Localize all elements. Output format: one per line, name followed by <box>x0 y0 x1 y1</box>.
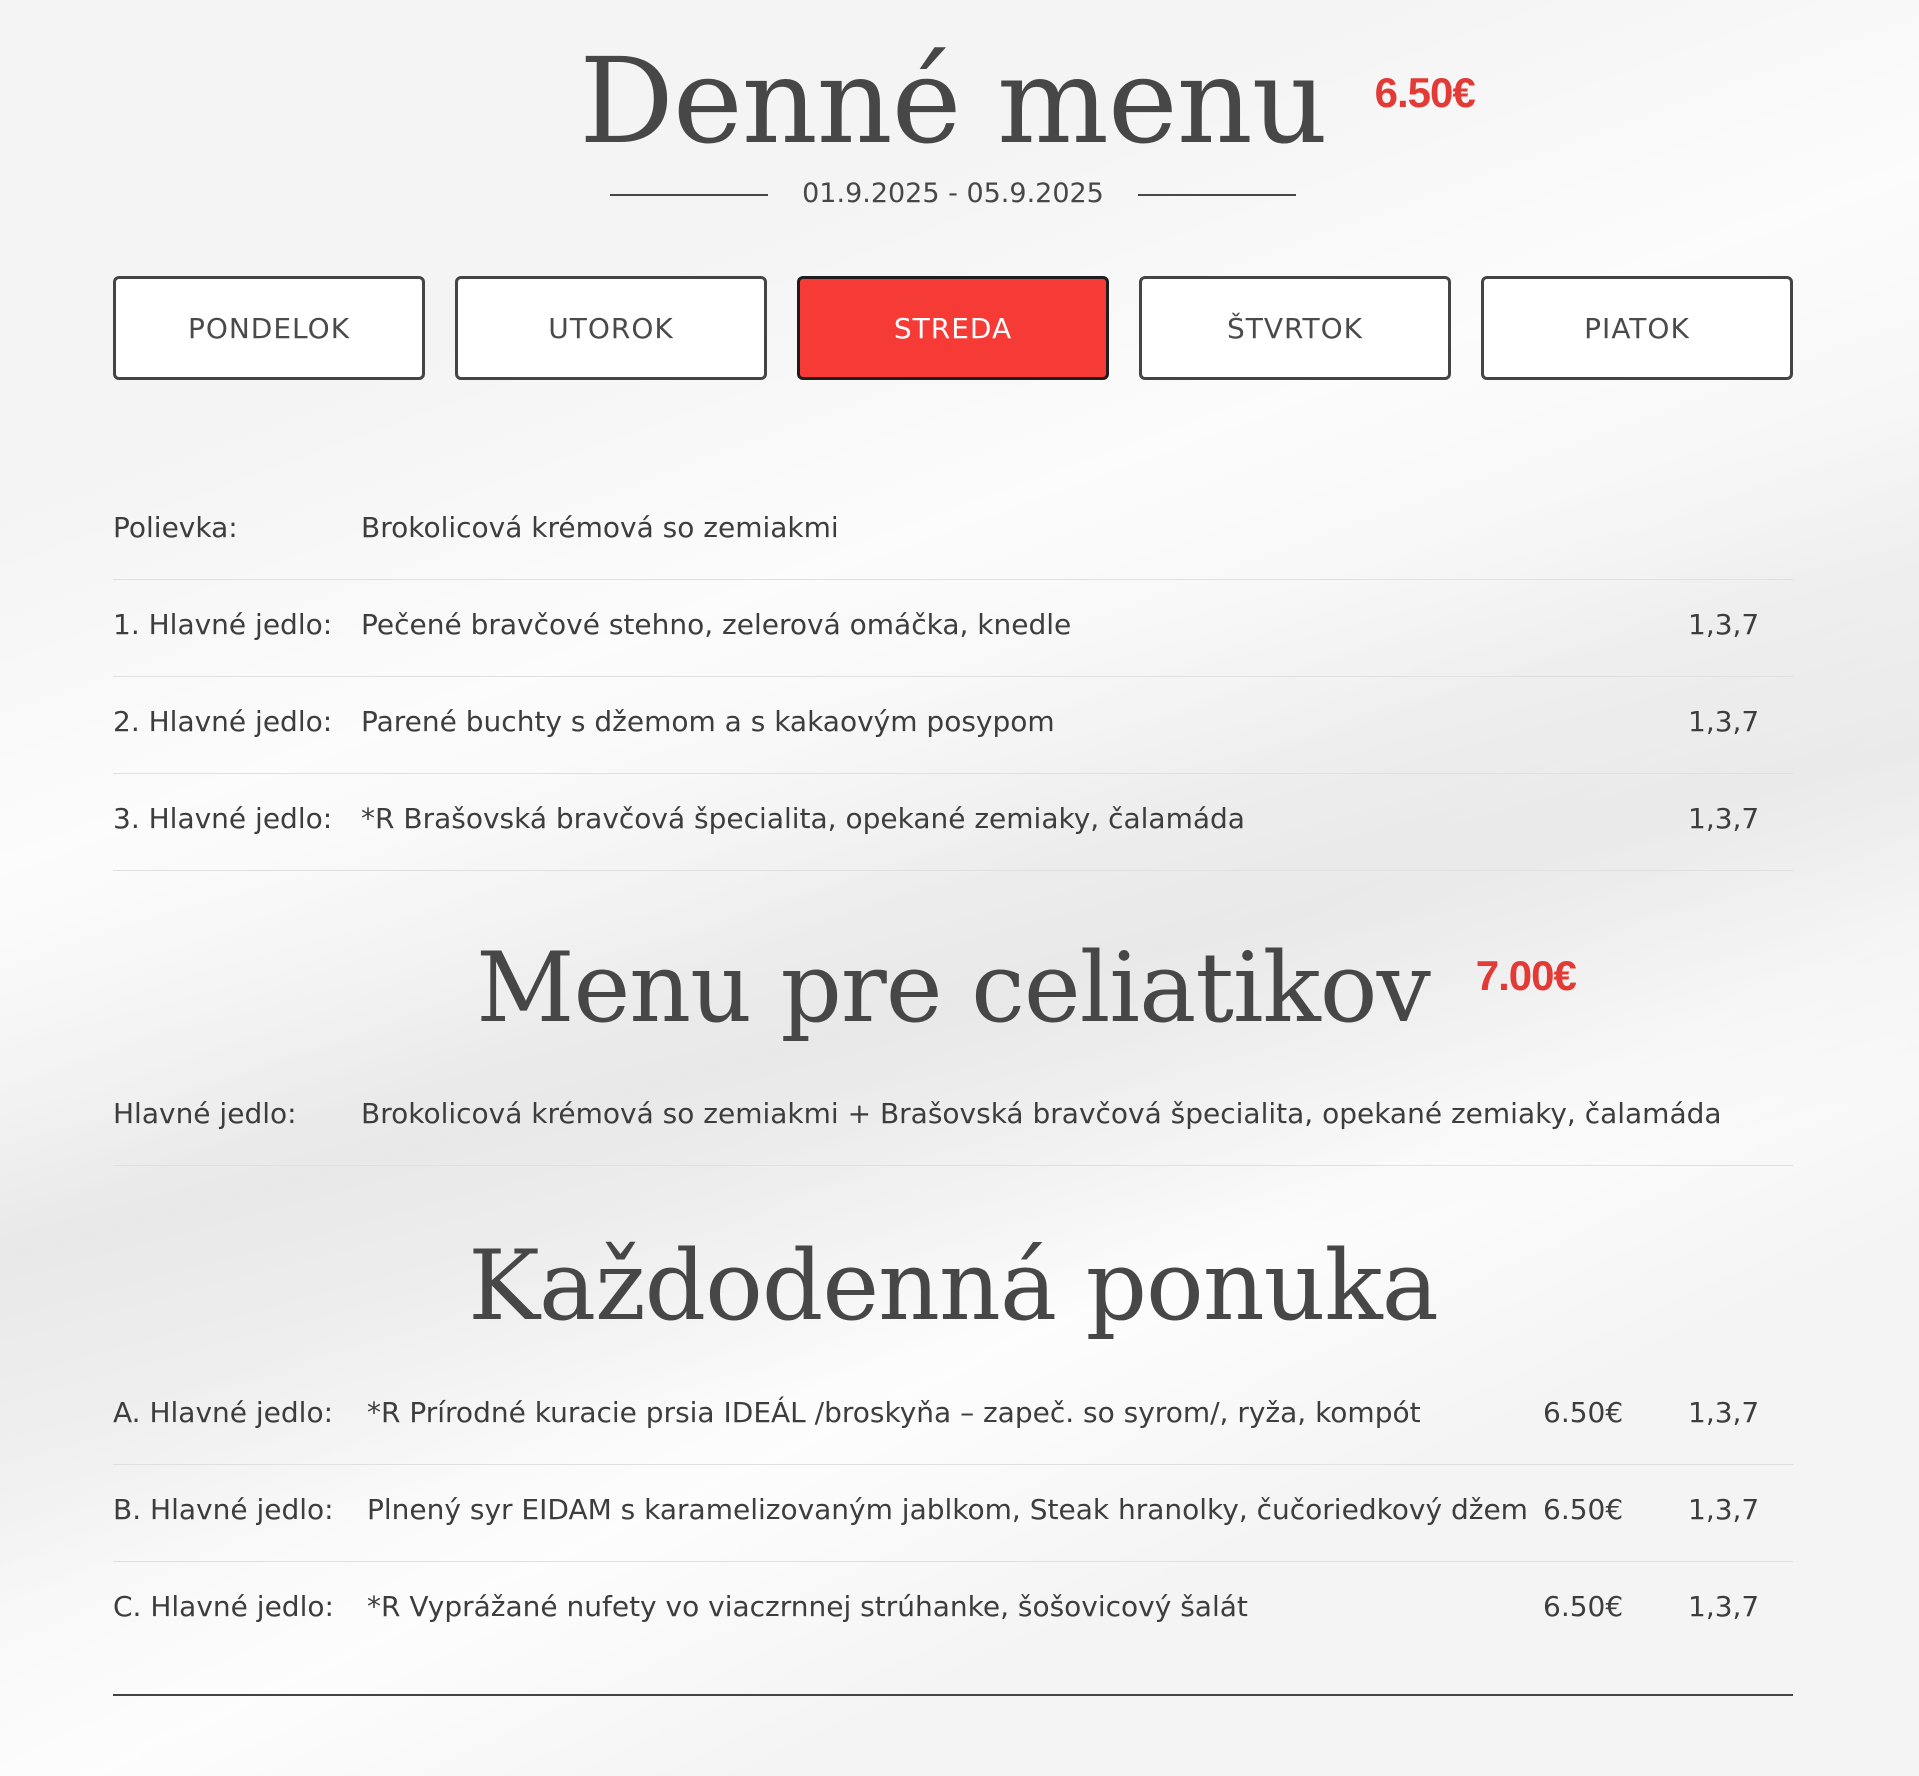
menu-page <box>113 0 1793 1623</box>
row-label: 1. Hlavné jedlo: <box>113 608 333 641</box>
menu-row <box>113 1368 1793 1465</box>
celiac-header <box>113 932 1793 1044</box>
row-label: C. Hlavné jedlo: <box>113 1590 334 1623</box>
row-allergens: 1,3,7 <box>1688 1396 1760 1429</box>
date-range-row <box>113 178 1793 209</box>
menu-row <box>113 1069 1793 1166</box>
row-price: 6.50€ <box>1543 1590 1624 1623</box>
menu-row <box>113 1562 1793 1658</box>
row-allergens: 1,3,7 <box>1688 705 1760 738</box>
row-dish: Parené buchty s džemom a s kakaovým posypom <box>361 705 1055 738</box>
row-price: 6.50€ <box>1543 1493 1624 1526</box>
everyday-title-text: Každodenná ponuka <box>468 1230 1438 1342</box>
row-label: 3. Hlavné jedlo: <box>113 802 333 835</box>
row-label: Hlavné jedlo: <box>113 1097 297 1130</box>
row-dish: *R Brašovská bravčová špecialita, opekané zemiaky, čalamáda <box>361 802 1245 835</box>
tab-stvrtok[interactable]: ŠTVRTOK <box>1139 276 1451 380</box>
tab-utorok[interactable]: UTOROK <box>455 276 767 380</box>
date-divider-right <box>1138 194 1296 196</box>
tab-piatok[interactable]: PIATOK <box>1481 276 1793 380</box>
row-dish: *R Vyprážané nufety vo viaczrnnej strúhanke, šošovicový šalát <box>367 1590 1248 1623</box>
row-label: B. Hlavné jedlo: <box>113 1493 334 1526</box>
page-title <box>579 32 1475 170</box>
menu-row <box>113 677 1793 774</box>
everyday-title <box>468 1230 1438 1342</box>
row-label: Polievka: <box>113 511 238 544</box>
celiac-price: 7.00€ <box>1475 952 1576 999</box>
menu-row <box>113 774 1793 871</box>
tab-streda[interactable]: STREDA <box>797 276 1109 380</box>
tab-pondelok[interactable]: PONDELOK <box>113 276 425 380</box>
everyday-menu-list <box>113 1368 1793 1658</box>
celiac-title-text: Menu pre celiatikov <box>476 932 1430 1044</box>
row-price: 6.50€ <box>1543 1396 1624 1429</box>
row-label: 2. Hlavné jedlo: <box>113 705 333 738</box>
row-dish: Brokolicová krémová so zemiakmi + Brašovská bravčová špecialita, opekané zemiaky, čalamáda <box>361 1097 1722 1130</box>
page-title-text: Denné menu <box>579 32 1327 170</box>
row-dish: Plnený syr EIDAM s karamelizovaným jablkom, Steak hranolky, čučoriedkový džem <box>367 1493 1528 1526</box>
row-allergens: 1,3,7 <box>1688 608 1760 641</box>
day-tabs <box>113 276 1793 380</box>
header <box>113 0 1793 170</box>
bottom-divider <box>113 1694 1793 1696</box>
row-label: A. Hlavné jedlo: <box>113 1396 334 1429</box>
daily-menu-price: 6.50€ <box>1374 69 1475 116</box>
row-allergens: 1,3,7 <box>1688 1493 1760 1526</box>
menu-row <box>113 1465 1793 1562</box>
row-dish: Brokolicová krémová so zemiakmi <box>361 511 839 544</box>
celiac-menu-list <box>113 1069 1793 1166</box>
menu-row <box>113 483 1793 580</box>
date-divider-left <box>610 194 768 196</box>
celiac-title <box>476 932 1576 1044</box>
everyday-header <box>113 1230 1793 1342</box>
row-dish: *R Prírodné kuracie prsia IDEÁL /broskyňa – zapeč. so syrom/, ryža, kompót <box>367 1396 1421 1429</box>
date-range: 01.9.2025 - 05.9.2025 <box>802 178 1104 209</box>
row-allergens: 1,3,7 <box>1688 802 1760 835</box>
menu-row <box>113 580 1793 677</box>
daily-menu-list <box>113 483 1793 871</box>
row-allergens: 1,3,7 <box>1688 1590 1760 1623</box>
row-dish: Pečené bravčové stehno, zelerová omáčka, knedle <box>361 608 1072 641</box>
